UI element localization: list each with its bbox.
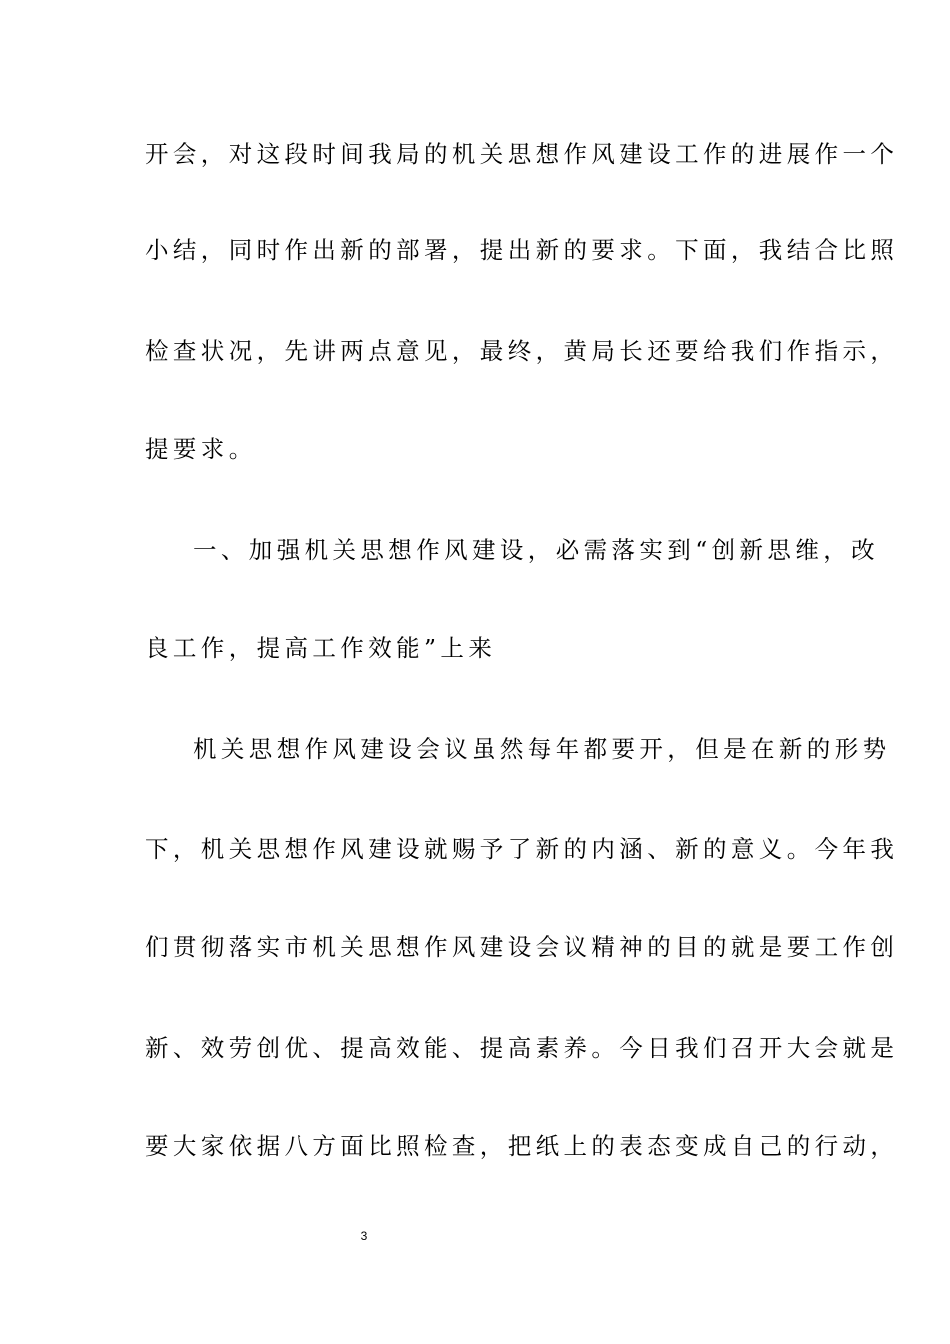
paragraph-line: 小结，同时作出新的部署，提出新的要求。下面，我结合比照 bbox=[145, 236, 899, 264]
page-number: 3 bbox=[360, 1229, 368, 1243]
paragraph-line: 们贯彻落实市机关思想作风建设会议精神的目的就是要工作创 bbox=[145, 933, 899, 961]
paragraph-line: 新、效劳创优、提高效能、提高素养。今日我们召开大会就是 bbox=[145, 1034, 899, 1062]
paragraph-line: 提要求。 bbox=[145, 435, 257, 463]
paragraph-line: 要大家依据八方面比照检查，把纸上的表态变成自己的行动， bbox=[145, 1132, 899, 1160]
section-heading-line: 良工作，提高工作效能”上来 bbox=[145, 634, 497, 662]
paragraph-line: 机关思想作风建设会议虽然每年都要开，但是在新的形势 bbox=[193, 735, 891, 763]
paragraph-line: 下，机关思想作风建设就赐予了新的内涵、新的意义。今年我 bbox=[145, 835, 899, 863]
paragraph-line: 检查状况，先讲两点意见，最终，黄局长还要给我们作指示， bbox=[145, 337, 899, 365]
paragraph-line: 开会，对这段时间我局的机关思想作风建设工作的进展作一个 bbox=[145, 140, 899, 168]
section-heading-line: 一、加强机关思想作风建设，必需落实到“创新思维，改 bbox=[193, 536, 880, 564]
